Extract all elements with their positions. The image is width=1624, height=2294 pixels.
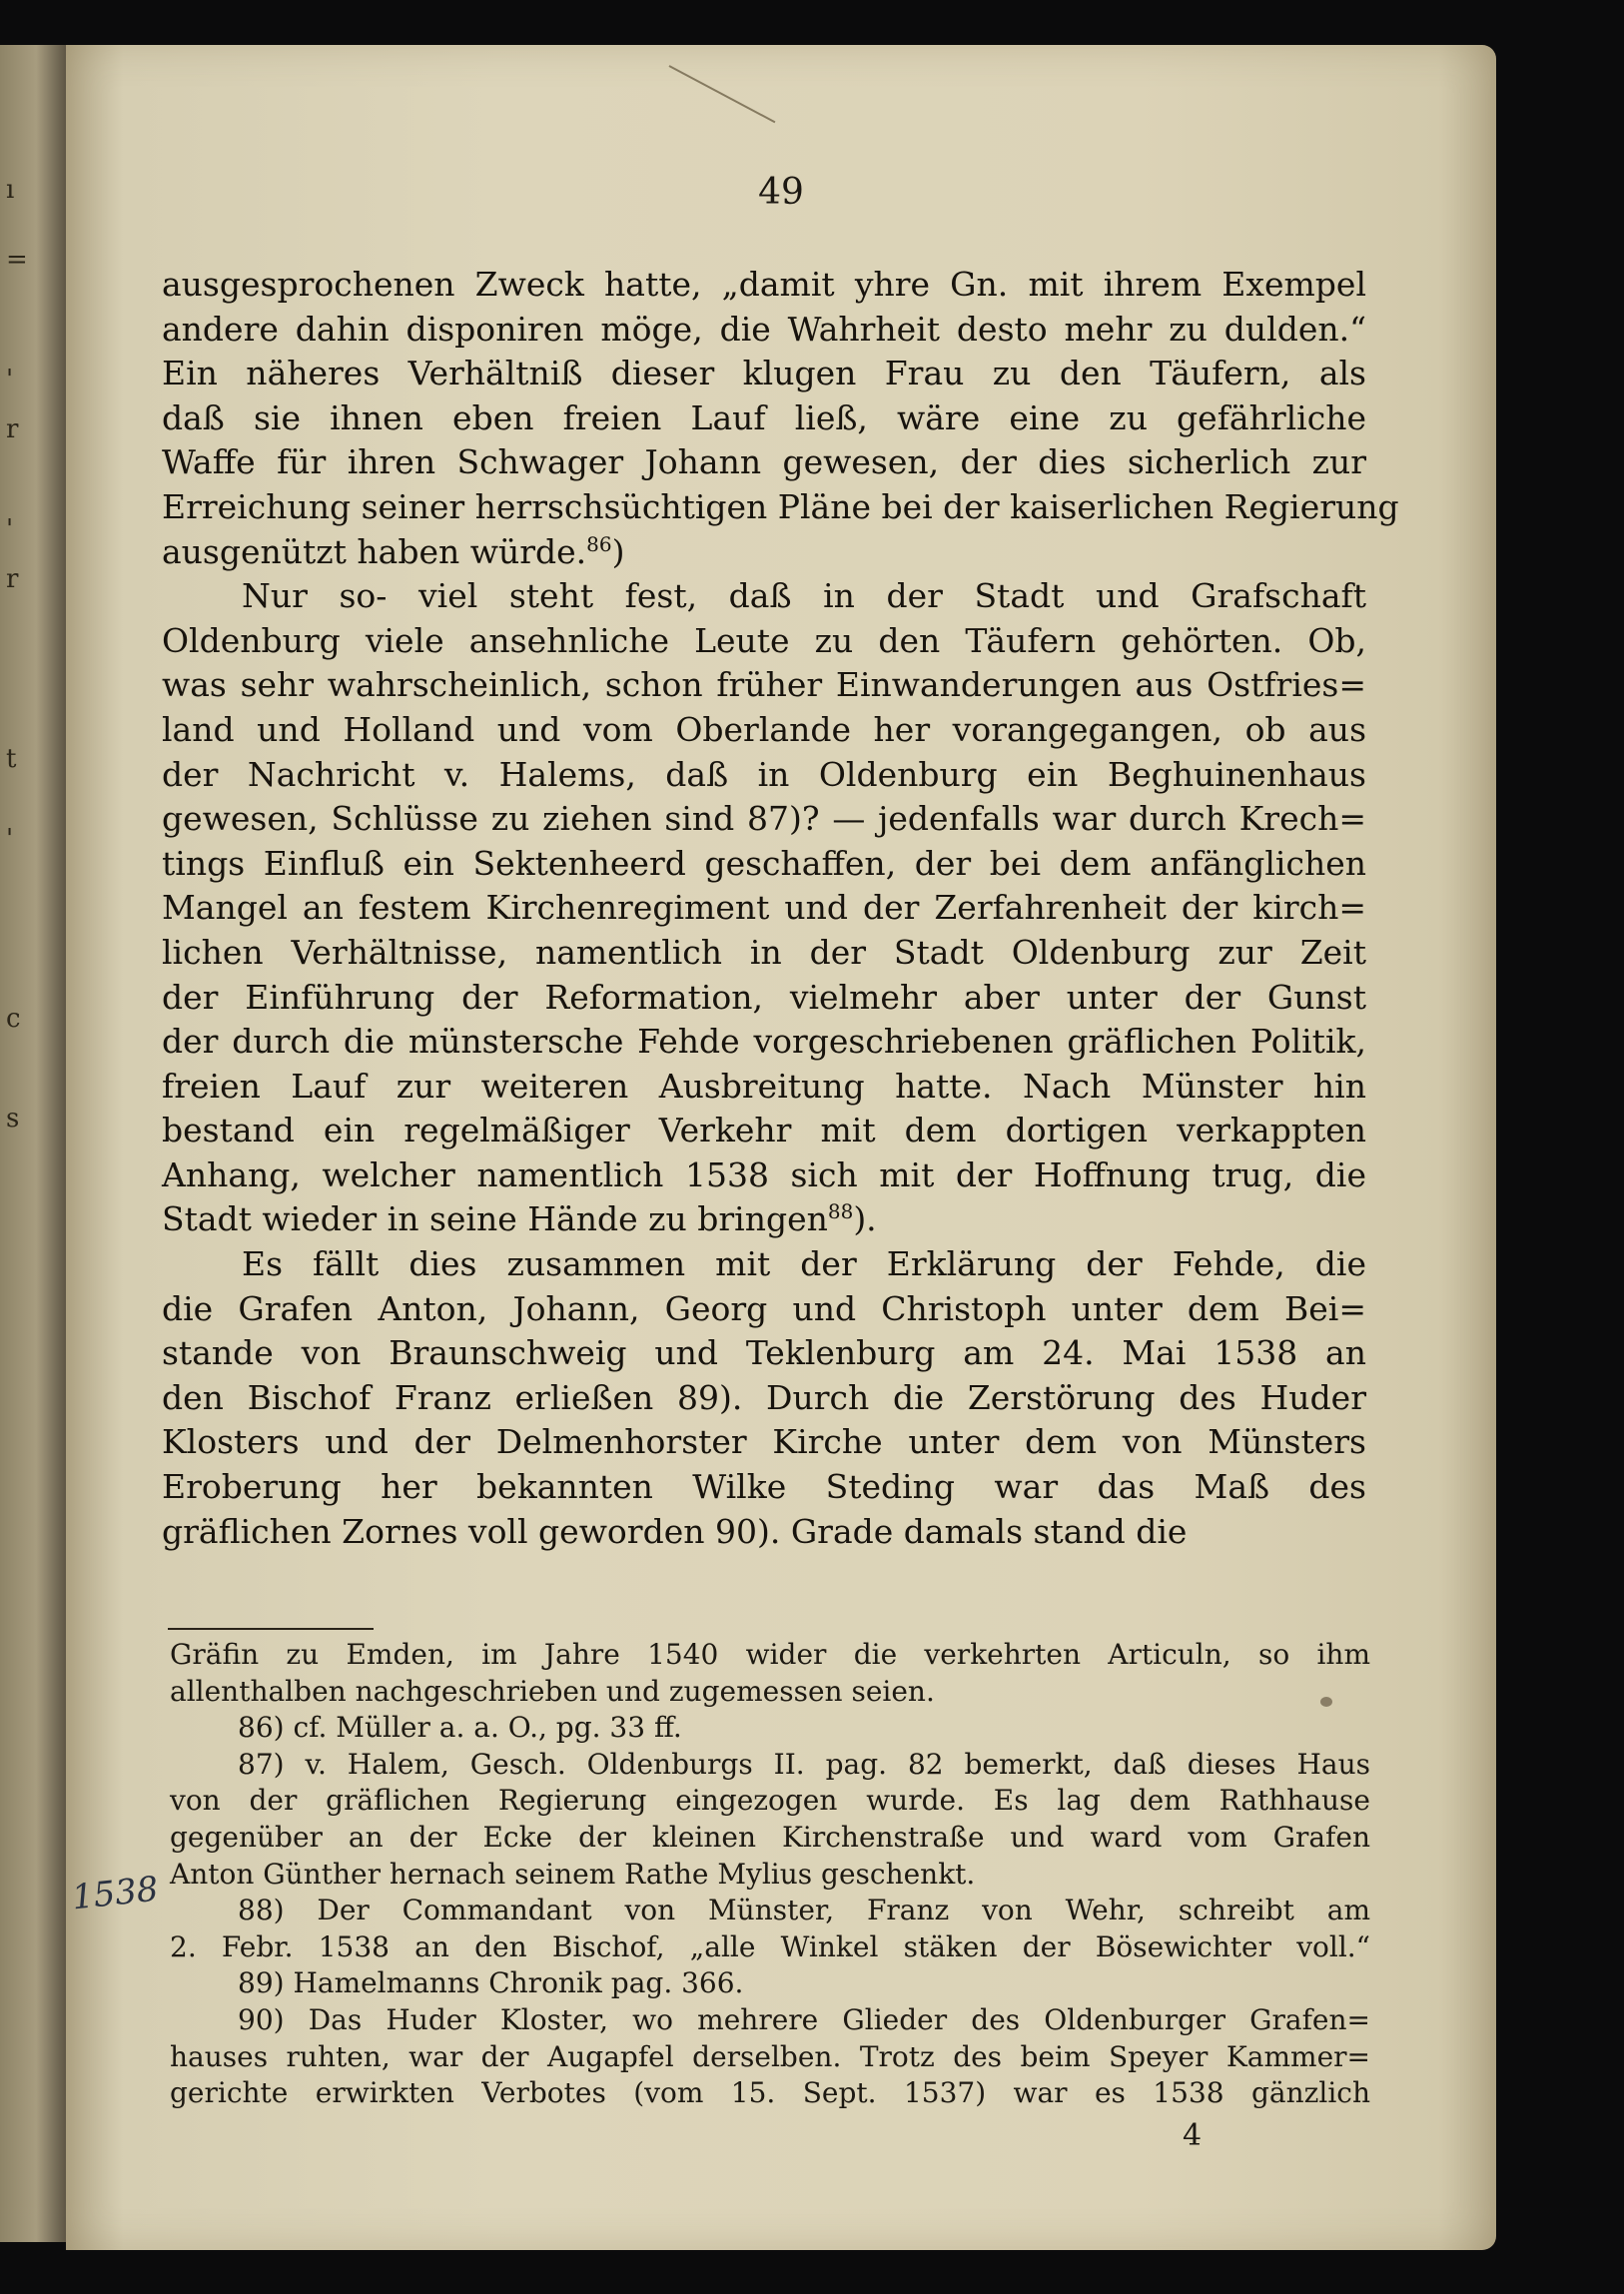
text-line: Klosters und der Delmenhorster Kirche unter dem von Münsters <box>162 1422 1366 1462</box>
edge-character: ' <box>6 514 14 544</box>
footnote-line: 86) cf. Müller a. a. O., pg. 33 ff. <box>238 1711 682 1745</box>
text-line: Nur so- viel steht fest, daß in der Stadt und Grafschaft <box>242 576 1366 616</box>
body-text <box>162 263 1399 1554</box>
text-line: Waffe für ihren Schwager Johann gewesen, der dies sicherlich zur <box>162 442 1366 482</box>
text-line: lichen Verhältnisse, namentlich in der Stadt Oldenburg zur Zeit <box>162 932 1366 972</box>
text-line: die Grafen Anton, Johann, Georg und Christoph unter dem Bei= <box>162 1288 1366 1328</box>
footnote-line: 90) Das Huder Kloster, wo mehrere Glieder des Oldenburger Grafen= <box>238 2002 1370 2036</box>
ink-spot <box>1320 1697 1332 1707</box>
previous-page-edge <box>0 45 66 2242</box>
footnote-reference: 88 <box>827 1199 854 1224</box>
edge-character: = <box>6 245 28 275</box>
text-line: gewesen, Schlüsse zu ziehen sind 87)? — jedenfalls war durch Krech= <box>162 799 1366 839</box>
line-text: Stadt wieder in seine Hände zu bringen <box>162 1199 828 1239</box>
footnote-line: Gräfin zu Emden, im Jahre 1540 wider die verkehrten Articuln, so ihm <box>170 1638 1370 1671</box>
text-line: was sehr wahrscheinlich, schon früher Einwanderungen aus Ostfries= <box>162 665 1366 705</box>
text-line: gräflichen Zornes voll geworden 90). Grade damals stand die <box>162 1511 1188 1551</box>
text-line: der Einführung der Reformation, vielmehr aber unter der Gunst <box>162 977 1366 1017</box>
text-line: der Nachricht v. Halems, daß in Oldenburg ein Beghuinenhaus <box>162 754 1366 794</box>
page-crease <box>669 65 776 123</box>
text-line: bestand ein regelmäßiger Verkehr mit dem dortigen verkappten <box>162 1111 1366 1150</box>
edge-character: r <box>6 414 19 444</box>
footnote-line: von der gräflichen Regierung eingezogen wurde. Es lag dem Rathhause <box>170 1784 1370 1818</box>
text-line: den Bischof Franz erließen 89). Durch die Zerstörung des Huder <box>162 1377 1366 1417</box>
paragraph <box>162 263 1399 574</box>
text-line: Es fällt dies zusammen mit der Erklärung der Fehde, die <box>242 1244 1366 1284</box>
text-line: der durch die münstersche Fehde vorgeschriebenen gräflichen Politik, <box>162 1022 1366 1062</box>
text-line: tings Einfluß ein Sektenheerd geschaffen, der bei dem anfänglichen <box>162 843 1366 883</box>
text-line: Erreichung seiner herrschsüchtigen Pläne bei der kaiserlichen Regierung <box>162 486 1399 526</box>
footnote-line: Anton Günther hernach seinem Rathe Mylius geschenkt. <box>170 1857 976 1891</box>
text-line: Mangel an festem Kirchenregiment und der Zerfahrenheit der kirch= <box>162 888 1366 928</box>
text-line: andere dahin disponiren möge, die Wahrheit desto mehr zu dulden.“ <box>162 309 1366 349</box>
text-line <box>162 1197 1366 1242</box>
text-line <box>162 530 1366 575</box>
line-text: ). <box>853 1199 877 1239</box>
paragraph <box>162 1242 1366 1554</box>
edge-character: ' <box>6 365 14 394</box>
edge-character: ' <box>6 824 14 854</box>
handwritten-margin-note: 1538 <box>70 1869 161 1918</box>
footnote-line: gegenüber an der Ecke der kleinen Kirchenstraße und ward vom Grafen <box>170 1820 1370 1854</box>
text-line: ausgesprochenen Zweck hatte, „damit yhre Gn. mit ihrem Exempel <box>162 265 1366 304</box>
text-line: stande von Braunschweig und Teklenburg am 24. Mai 1538 an <box>162 1333 1366 1373</box>
text-line: Anhang, welcher namentlich 1538 sich mit der Hoffnung trug, die <box>162 1154 1366 1194</box>
text-line: daß sie ihnen eben freien Lauf ließ, wäre eine zu gefährliche <box>162 397 1366 437</box>
text-line: Eroberung her bekannten Wilke Steding war das Maß des <box>162 1467 1366 1507</box>
text-line: freien Lauf zur weiteren Ausbreitung hatte. Nach Münster hin <box>162 1066 1366 1106</box>
edge-character: ı <box>6 175 15 205</box>
text-line: Oldenburg viele ansehnliche Leute zu den Täufern gehörten. Ob, <box>162 620 1366 660</box>
footnote-line: 2. Febr. 1538 an den Bischof, „alle Winkel stäken der Bösewichter voll.“ <box>170 1929 1370 1963</box>
paragraph <box>162 574 1366 1242</box>
edge-character: s <box>6 1104 20 1134</box>
footnote-line: allenthalben nachgeschrieben und zugemessen seien. <box>170 1674 935 1708</box>
footnote-reference: 86 <box>586 531 612 556</box>
footnotes <box>170 1637 1370 2112</box>
edge-character: t <box>6 744 17 774</box>
signature-mark: 4 <box>1183 2118 1203 2153</box>
footnote-rule <box>168 1628 374 1630</box>
edge-character: c <box>6 1004 21 1034</box>
footnote-line: gerichte erwirkten Verbotes (vom 15. Sept. 1537) war es 1538 gänzlich <box>170 2076 1370 2110</box>
text-line: land und Holland und vom Oberlande her vorangegangen, ob aus <box>162 709 1366 749</box>
edge-character: r <box>6 564 19 594</box>
footnote-line: 88) Der Commandant von Münster, Franz von Wehr, schreibt am <box>238 1894 1370 1927</box>
line-text: ausgenützt haben würde. <box>162 531 587 571</box>
book-page <box>66 45 1496 2250</box>
text-line: Ein näheres Verhältniß dieser klugen Frau zu den Täufern, als <box>162 354 1366 393</box>
page-number: 49 <box>758 172 804 213</box>
footnote-line: 89) Hamelmanns Chronik pag. 366. <box>238 1966 744 2000</box>
footnote-line: 87) v. Halem, Gesch. Oldenburgs II. pag. 82 bemerkt, daß dieses Haus <box>238 1747 1370 1781</box>
line-text: ) <box>611 531 625 571</box>
footnote-line: hauses ruhten, war der Augapfel derselben. Trotz des beim Speyer Kammer= <box>170 2039 1370 2073</box>
